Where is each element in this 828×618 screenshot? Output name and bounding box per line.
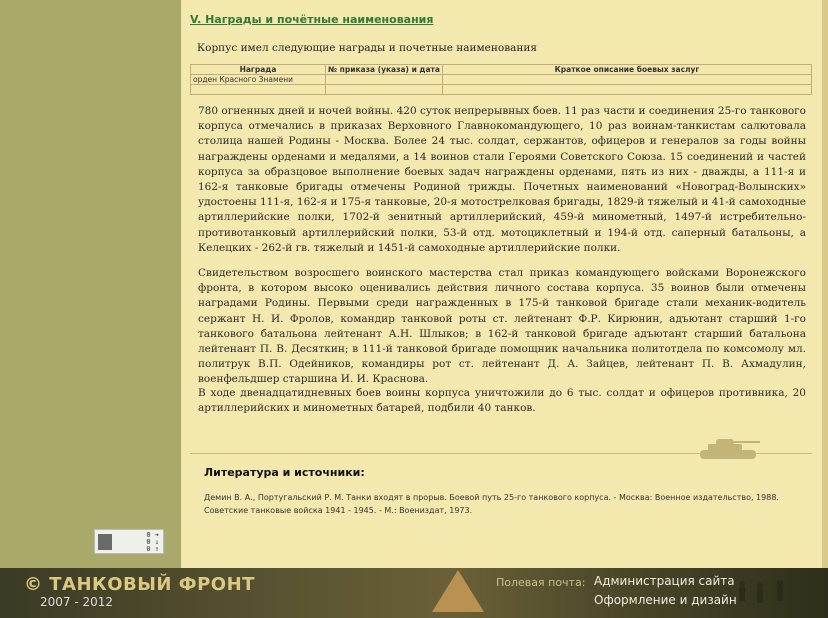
table-cell [326, 75, 443, 85]
awards-table [190, 64, 812, 95]
column-header: Краткое описание боевых заслуг [443, 65, 812, 75]
counter-chart-icon [98, 534, 112, 550]
literature-list [204, 491, 804, 517]
table-cell [191, 85, 326, 95]
literature-item: Советские танковые войска 1941 - 1945. - М.: Воениздат, 1973. [204, 506, 473, 515]
section-title-link[interactable]: V. Награды и почётные наименования [190, 13, 434, 26]
table-cell [443, 85, 812, 95]
paragraph: В ходе двенадцатидневных боев воины корпуса уничтожили до 6 тыс. солдат и офицеров противника, 20 артиллерийских и минометных батарей, подбили 40 танков. [198, 387, 806, 415]
site-logo: © ТАНКОВЫЙ ФРОНТ [24, 574, 255, 595]
literature-title: Литература и источники: [204, 466, 365, 479]
table-row [191, 85, 812, 95]
paragraph: 780 огненных дней и ночей войны. 420 суток непрерывных боев. 11 раз части и соединения 25-го танкового корпуса отмечались в приказах Верховного Главнокомандующего, 10 раз воинам-танкистам салютовала столица нашей Родины - Москва. Более 24 тыс. солдат, сержантов, офицеров и генералов за годы войны награждены орденами и медалями, а 14 воинов стали Героями Советского Союза. 15 соединений и частей корпуса за образцовое выполнение боевых задач награждены орденами, пять из них - дважды, а 111-я и 162-я танковые бригады отмечены Родиной трижды. Почетных наименований «Новоград-Волынских» удостоены 111-я, 162-я и 175-я танковые, 20-я мотострелковая бригады, 1829-й тяжелый и 41-й самоходные артиллерийские полки, 1702-й зенитный артиллерийский, 459-й минометный, 1497-й истребительно-противотанковый артиллерийский полки, 53-й отд. мотоциклетный и 194-й отд. саперный батальоны, а Келецких - 262-й гв. тяжелый и 1451-й самоходные артиллерийские полки. [198, 105, 806, 254]
table-row [191, 75, 812, 85]
triangle-emblem-icon [432, 570, 484, 612]
tank-icon [694, 436, 764, 464]
soldiers-silhouette-icon [730, 576, 800, 612]
site-footer [0, 568, 828, 618]
right-border [822, 0, 828, 568]
main-content [182, 0, 822, 568]
admin-link[interactable]: Администрация сайта [594, 574, 735, 588]
counter-line: 0 ⇓ [146, 538, 159, 546]
table-cell: орден Красного Знамени [191, 75, 326, 85]
counter-values [146, 532, 159, 553]
awards-intro: Корпус имел следующие награды и почетные наименования [197, 42, 537, 54]
design-link[interactable]: Оформление и дизайн [594, 593, 737, 607]
column-header: № приказа (указа) и дата [326, 65, 443, 75]
field-mail-label: Полевая почта: [496, 576, 586, 589]
table-cell [326, 85, 443, 95]
table-cell [443, 75, 812, 85]
paragraph: Свидетельством возросшего воинского мастерства стал приказ командующего войсками Воронежского фронта, в котором высоко оценивались действия личного состава корпуса. 35 воинов были отмечены наградами Родины. Первыми среди награжденных в 175-й танковой бригаде стали механик-водитель сержант Н. И. Фролов, командир танковой роты ст. лейтенант Ф.Р. Кирюнин, адъютант старший 1-го танкового батальона лейтенант А.Н. Шлыков; в 162-й танковой бригаде адъютант старший батальона лейтенант П. В. Десяткин; в 111-й танковой бригаде помощник начальника политотдела по комсомолу мл. политрук В.П. Одейников, командиры рот ст. лейтенант Д. А. Зайцев, лейтенант П. В. Ахмадулин, военфельдшер старшина И. И. Краснова. [198, 267, 806, 386]
copyright-years: 2007 - 2012 [40, 595, 114, 609]
column-header: Награда [191, 65, 326, 75]
counter-line: 0 ➔ [146, 531, 159, 539]
literature-item: Демин В. А., Португальский Р. М. Танки входят в прорыв. Боевой путь 25-го танкового корпуса. - Москва: Военное издательство, 1988. [204, 493, 779, 502]
table-header-row [191, 65, 812, 75]
visit-counter[interactable] [94, 529, 164, 554]
left-sidebar [0, 0, 181, 568]
counter-line: 0 ⇑ [146, 545, 159, 553]
